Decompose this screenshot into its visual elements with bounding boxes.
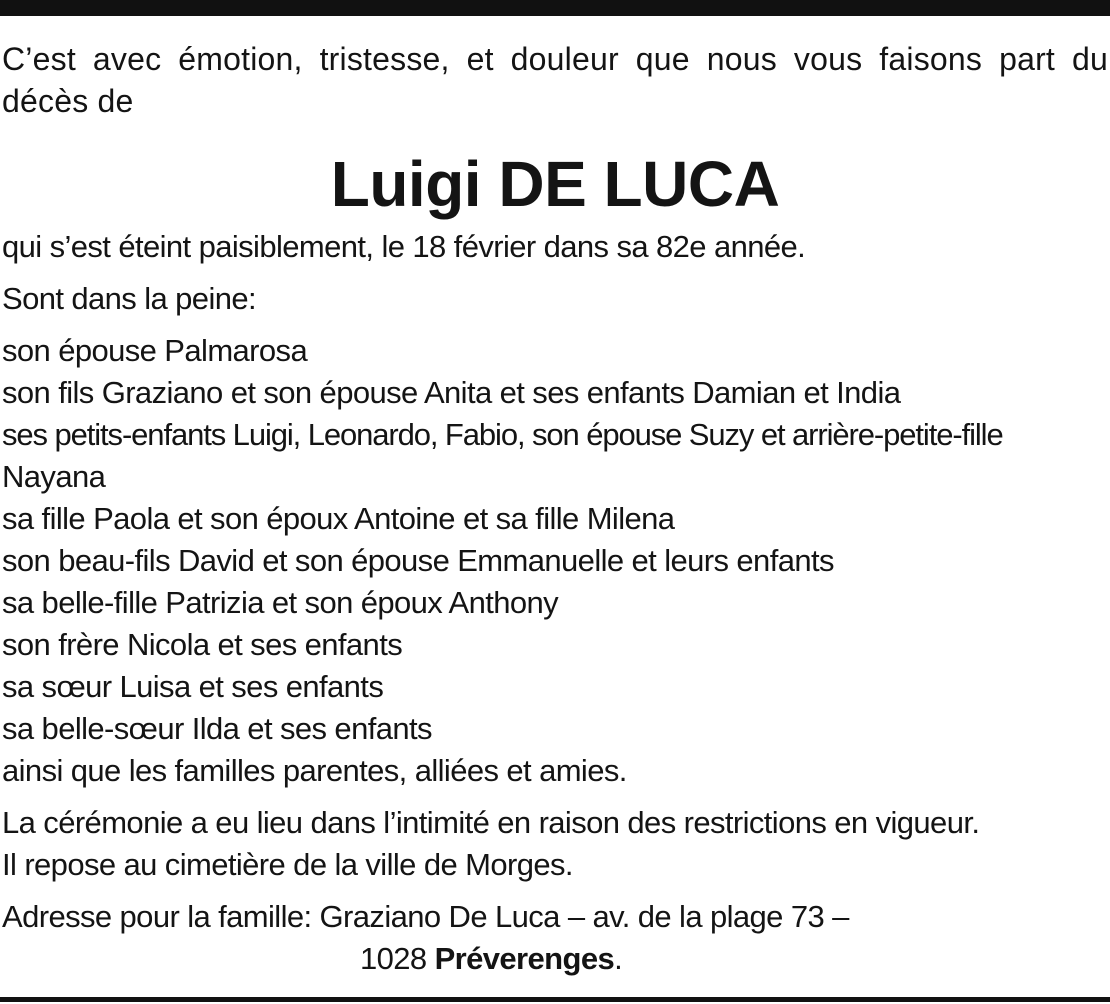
mourners-heading: Sont dans la peine:: [2, 281, 257, 316]
mourner-line: sa belle-sœur Ilda et ses enfants: [2, 711, 432, 746]
mourner-line: sa sœur Luisa et ses enfants: [2, 669, 384, 704]
mourner-line: son frère Nicola et ses enfants: [2, 627, 403, 662]
intro-text: C’est avec émotion, tristesse, et douleur que nous vous faisons part du décès de: [2, 41, 1108, 119]
city-name: Préverenges: [434, 941, 615, 976]
top-rule: [0, 0, 1110, 16]
mourner-line: ses petits-enfants Luigi, Leonardo, Fabio, son épouse Suzy et arrière-petite-fille: [2, 417, 1003, 452]
mourner-line: son fils Graziano et son épouse Anita et ses enfants Damian et India: [2, 375, 901, 410]
ceremony-line: La cérémonie a eu lieu dans l’intimité en raison des restrictions en vigueur.: [2, 805, 980, 840]
mourner-line: son épouse Palmarosa: [2, 333, 308, 368]
ceremony-info: [2, 802, 1108, 886]
address-line: Adresse pour la famille: Graziano De Luca – av. de la plage 73 –: [2, 899, 849, 934]
mourner-line: sa fille Paola et son époux Antoine et sa fille Milena: [2, 501, 675, 536]
family-address: [2, 896, 1108, 980]
mourner-line: Nayana: [2, 459, 106, 494]
obituary-notice: [2, 38, 1108, 980]
bottom-rule: [0, 997, 1110, 1002]
deceased-name: Luigi DE LUCA: [330, 148, 780, 220]
burial-line: Il repose au cimetière de la ville de Morges.: [2, 847, 573, 882]
address-locality: [2, 938, 1108, 980]
mourner-line: son beau-fils David et son épouse Emmanuelle et leurs enfants: [2, 543, 834, 578]
address-period: .: [614, 941, 623, 976]
mourner-line: sa belle-fille Patrizia et son époux Anthony: [2, 585, 559, 620]
mourners-list: [2, 330, 1108, 792]
mourner-line: ainsi que les familles parentes, alliées et amies.: [2, 753, 627, 788]
passing-statement: qui s’est éteint paisiblement, le 18 février dans sa 82e année.: [2, 229, 806, 264]
postal-code: 1028: [360, 941, 427, 976]
